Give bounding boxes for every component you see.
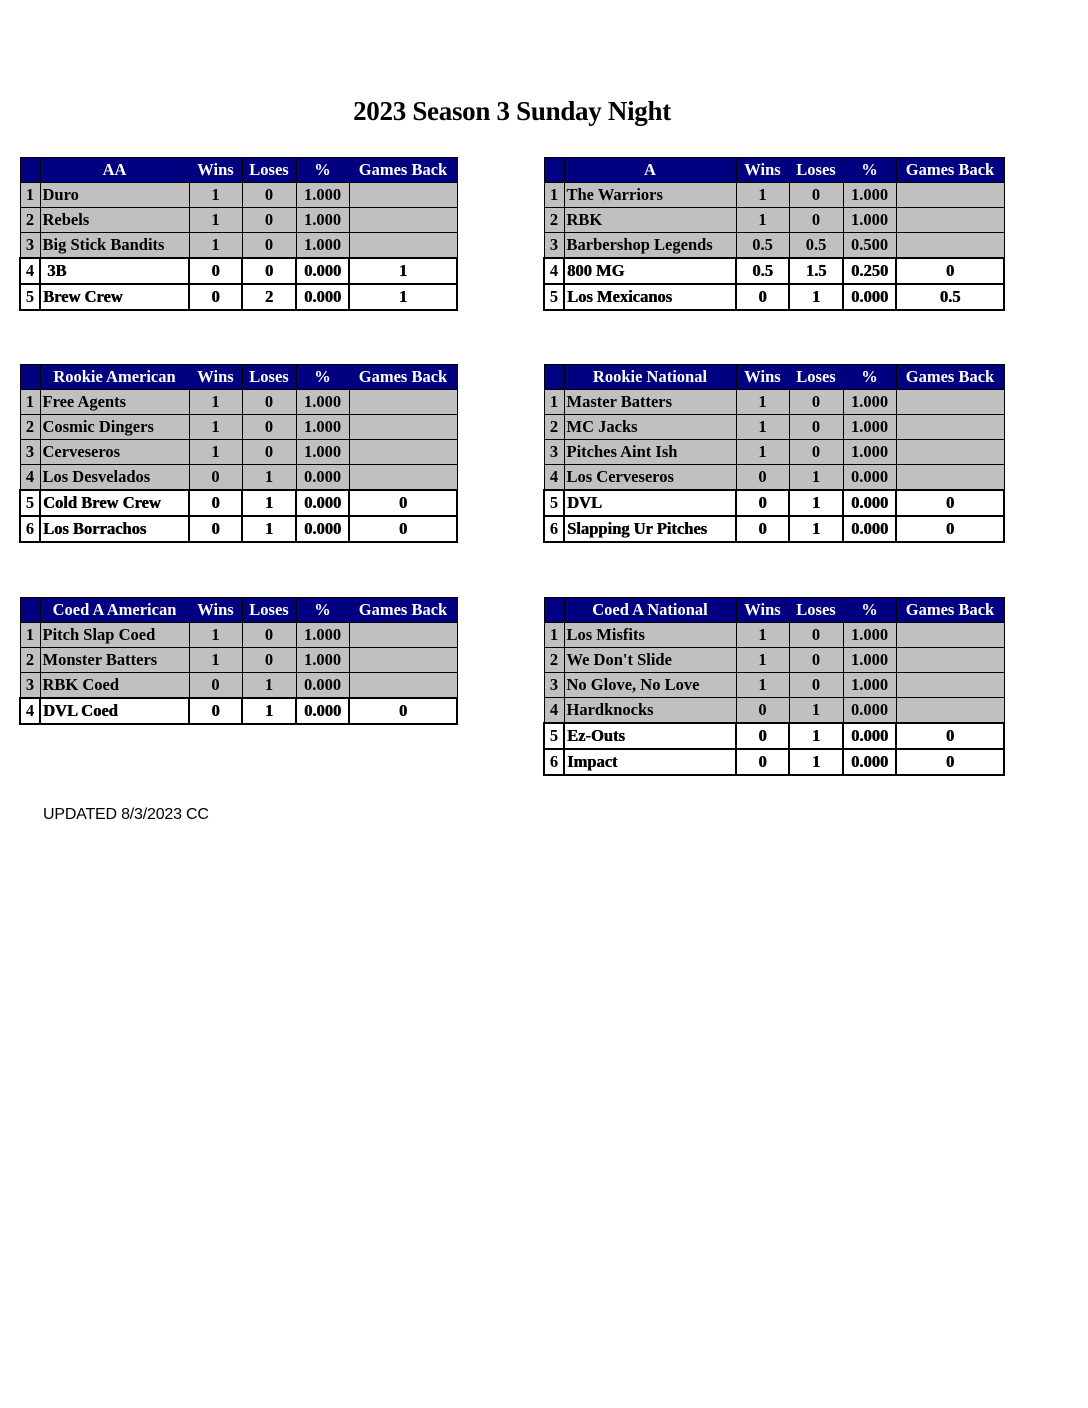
wins-cell: 1 — [189, 415, 242, 440]
table-row — [20, 698, 457, 724]
loses-cell: 0 — [789, 415, 843, 440]
loses-cell: 2 — [242, 284, 296, 310]
rank-header — [20, 158, 40, 183]
table-header — [20, 158, 457, 183]
loses-cell: 0 — [242, 390, 296, 415]
team-name: RBK — [564, 208, 736, 233]
loses-cell: 1 — [789, 698, 843, 724]
pct-header: % — [843, 158, 896, 183]
loses-cell: 1 — [789, 465, 843, 491]
division-name: Rookie American — [40, 365, 189, 390]
table-row — [20, 623, 457, 648]
rank-header — [544, 158, 564, 183]
games-back-cell — [349, 390, 457, 415]
rank-header — [20, 365, 40, 390]
rank-cell: 3 — [544, 440, 564, 465]
rank-cell: 1 — [20, 623, 40, 648]
pct-header: % — [296, 365, 349, 390]
loses-header: Loses — [242, 158, 296, 183]
loses-cell: 0 — [242, 623, 296, 648]
pct-cell: 0.000 — [843, 284, 896, 310]
standings-table-rookie-national — [543, 364, 1005, 543]
games-back-cell — [349, 648, 457, 673]
table-header — [20, 365, 457, 390]
loses-cell: 1 — [242, 673, 296, 699]
standings-table-coed-a-national — [543, 597, 1005, 776]
pct-cell: 1.000 — [843, 673, 896, 698]
loses-cell: 0 — [242, 440, 296, 465]
wins-cell: 1 — [736, 390, 789, 415]
table-row — [544, 698, 1004, 724]
table-row — [544, 258, 1004, 284]
pct-cell: 1.000 — [843, 208, 896, 233]
games-back-cell — [349, 415, 457, 440]
page-title: 2023 Season 3 Sunday Night — [353, 96, 671, 126]
wins-cell: 0 — [189, 258, 242, 284]
team-name: Pitches Aint Ish — [564, 440, 736, 465]
wins-cell: 1 — [189, 233, 242, 259]
pct-cell: 0.000 — [296, 284, 349, 310]
team-name: Duro — [40, 183, 189, 208]
loses-cell: 0 — [789, 208, 843, 233]
division-name: AA — [40, 158, 189, 183]
wins-cell: 0 — [189, 698, 242, 724]
division-name: A — [564, 158, 736, 183]
wins-cell: 0 — [189, 284, 242, 310]
loses-cell: 0 — [789, 390, 843, 415]
rank-cell: 6 — [544, 749, 564, 775]
pct-cell: 0.000 — [296, 490, 349, 516]
games-back-cell — [896, 623, 1004, 648]
team-name: Hardknocks — [564, 698, 736, 724]
wins-header: Wins — [736, 365, 789, 390]
table-row — [544, 673, 1004, 698]
table-header — [544, 365, 1004, 390]
wins-header: Wins — [736, 598, 789, 623]
table-row — [544, 415, 1004, 440]
table-row — [20, 673, 457, 699]
loses-cell: 1 — [789, 284, 843, 310]
games-back-header: Games Back — [349, 598, 457, 623]
games-back-cell: 0 — [349, 516, 457, 542]
games-back-cell: 1 — [349, 258, 457, 284]
team-name: We Don't Slide — [564, 648, 736, 673]
games-back-cell — [896, 673, 1004, 698]
team-name: Big Stick Bandits — [40, 233, 189, 259]
games-back-cell — [896, 440, 1004, 465]
wins-cell: 1 — [736, 673, 789, 698]
updated-note: UPDATED 8/3/2023 CC — [43, 806, 209, 823]
rank-cell: 1 — [544, 623, 564, 648]
team-name: Cosmic Dingers — [40, 415, 189, 440]
games-back-cell: 0 — [896, 749, 1004, 775]
pct-cell: 1.000 — [843, 390, 896, 415]
rank-cell: 3 — [544, 673, 564, 698]
rank-cell: 4 — [544, 465, 564, 491]
rank-cell: 5 — [20, 490, 40, 516]
wins-cell: 1 — [736, 440, 789, 465]
team-name: Monster Batters — [40, 648, 189, 673]
games-back-cell — [896, 415, 1004, 440]
wins-cell: 0.5 — [736, 233, 789, 259]
games-back-cell: 0 — [349, 698, 457, 724]
table-row — [544, 183, 1004, 208]
pct-cell: 0.000 — [843, 698, 896, 724]
games-back-cell — [896, 183, 1004, 208]
pct-cell: 0.000 — [843, 490, 896, 516]
loses-cell: 0 — [242, 233, 296, 259]
games-back-cell — [896, 233, 1004, 259]
team-name: Los Cerveseros — [564, 465, 736, 491]
table-row — [544, 390, 1004, 415]
table-header — [544, 158, 1004, 183]
pct-cell: 0.000 — [296, 465, 349, 491]
rank-header — [544, 598, 564, 623]
team-name: Impact — [564, 749, 736, 775]
table-row — [544, 208, 1004, 233]
table-row — [20, 415, 457, 440]
team-name: Slapping Ur Pitches — [564, 516, 736, 542]
pct-cell: 1.000 — [296, 183, 349, 208]
games-back-header: Games Back — [896, 365, 1004, 390]
rank-cell: 2 — [544, 208, 564, 233]
loses-cell: 0 — [789, 648, 843, 673]
standings-table-a — [543, 157, 1005, 311]
games-back-cell — [896, 390, 1004, 415]
pct-header: % — [843, 598, 896, 623]
games-back-cell — [349, 465, 457, 491]
division-name: Rookie National — [564, 365, 736, 390]
wins-cell: 1 — [189, 390, 242, 415]
pct-cell: 0.000 — [296, 698, 349, 724]
table-row — [20, 516, 457, 542]
loses-cell: 1 — [242, 465, 296, 491]
pct-cell: 1.000 — [296, 623, 349, 648]
team-name: No Glove, No Love — [564, 673, 736, 698]
rank-cell: 3 — [20, 233, 40, 259]
games-back-cell — [896, 208, 1004, 233]
team-name: Pitch Slap Coed — [40, 623, 189, 648]
games-back-cell — [349, 233, 457, 259]
pct-cell: 1.000 — [843, 415, 896, 440]
table-row — [20, 208, 457, 233]
pct-cell: 1.000 — [843, 623, 896, 648]
table-row — [20, 183, 457, 208]
rank-header — [20, 598, 40, 623]
games-back-cell: 0 — [896, 723, 1004, 749]
rank-header — [544, 365, 564, 390]
loses-header: Loses — [242, 598, 296, 623]
rank-cell: 3 — [20, 440, 40, 465]
pct-header: % — [296, 158, 349, 183]
loses-cell: 0 — [242, 208, 296, 233]
rank-cell: 2 — [20, 415, 40, 440]
pct-cell: 0.000 — [296, 673, 349, 699]
games-back-header: Games Back — [349, 158, 457, 183]
loses-cell: 0 — [242, 415, 296, 440]
rank-cell: 5 — [544, 490, 564, 516]
wins-cell: 0 — [736, 698, 789, 724]
team-name: Free Agents — [40, 390, 189, 415]
team-name: RBK Coed — [40, 673, 189, 699]
table-row — [544, 516, 1004, 542]
team-name: MC Jacks — [564, 415, 736, 440]
pct-cell: 0.000 — [843, 465, 896, 491]
team-name: Cerveseros — [40, 440, 189, 465]
games-back-header: Games Back — [896, 598, 1004, 623]
wins-cell: 1 — [736, 183, 789, 208]
table-row — [544, 749, 1004, 775]
team-name: DVL — [564, 490, 736, 516]
wins-header: Wins — [189, 365, 242, 390]
rank-cell: 1 — [20, 390, 40, 415]
games-back-cell — [896, 465, 1004, 491]
pct-cell: 1.000 — [843, 648, 896, 673]
team-name: Los Misfits — [564, 623, 736, 648]
games-back-cell: 0 — [896, 516, 1004, 542]
rank-cell: 3 — [544, 233, 564, 259]
pct-cell: 1.000 — [843, 440, 896, 465]
games-back-header: Games Back — [896, 158, 1004, 183]
pct-cell: 1.000 — [296, 415, 349, 440]
wins-cell: 0 — [189, 516, 242, 542]
rank-cell: 6 — [544, 516, 564, 542]
table-row — [20, 258, 457, 284]
wins-cell: 0 — [189, 490, 242, 516]
table-row — [20, 390, 457, 415]
wins-cell: 0 — [736, 490, 789, 516]
wins-cell: 0 — [736, 465, 789, 491]
team-name: 800 MG — [564, 258, 736, 284]
standings-table-coed-a-american — [19, 597, 458, 725]
team-name: DVL Coed — [40, 698, 189, 724]
team-name: 3B — [40, 258, 189, 284]
loses-cell: 0.5 — [789, 233, 843, 259]
wins-cell: 1 — [189, 440, 242, 465]
games-back-cell: 0 — [349, 490, 457, 516]
loses-cell: 1 — [242, 698, 296, 724]
loses-cell: 1 — [789, 490, 843, 516]
wins-cell: 1 — [189, 208, 242, 233]
table-row — [544, 233, 1004, 259]
pct-cell: 0.000 — [296, 516, 349, 542]
loses-header: Loses — [789, 598, 843, 623]
rank-cell: 5 — [20, 284, 40, 310]
wins-header: Wins — [736, 158, 789, 183]
wins-cell: 0 — [189, 465, 242, 491]
pct-cell: 0.000 — [843, 749, 896, 775]
division-name: Coed A American — [40, 598, 189, 623]
pct-cell: 1.000 — [296, 440, 349, 465]
wins-cell: 1 — [189, 623, 242, 648]
rank-cell: 2 — [544, 648, 564, 673]
games-back-cell — [896, 698, 1004, 724]
pct-cell: 0.500 — [843, 233, 896, 259]
rank-cell: 6 — [20, 516, 40, 542]
table-row — [544, 284, 1004, 310]
rank-cell: 5 — [544, 723, 564, 749]
games-back-cell: 0 — [896, 258, 1004, 284]
loses-cell: 1 — [242, 490, 296, 516]
games-back-cell: 0.5 — [896, 284, 1004, 310]
wins-cell: 0 — [189, 673, 242, 699]
rank-cell: 4 — [544, 698, 564, 724]
rank-cell: 2 — [20, 208, 40, 233]
wins-header: Wins — [189, 158, 242, 183]
rank-cell: 4 — [544, 258, 564, 284]
loses-cell: 0 — [242, 183, 296, 208]
pct-cell: 0.000 — [843, 516, 896, 542]
loses-cell: 0 — [242, 258, 296, 284]
loses-header: Loses — [789, 365, 843, 390]
table-row — [544, 623, 1004, 648]
games-back-cell — [349, 440, 457, 465]
pct-cell: 1.000 — [843, 183, 896, 208]
wins-cell: 0 — [736, 516, 789, 542]
table-row — [544, 440, 1004, 465]
wins-cell: 0 — [736, 284, 789, 310]
team-name: Los Mexicanos — [564, 284, 736, 310]
rank-cell: 2 — [20, 648, 40, 673]
pct-cell: 1.000 — [296, 648, 349, 673]
wins-cell: 1 — [736, 415, 789, 440]
team-name: Los Borrachos — [40, 516, 189, 542]
loses-cell: 1.5 — [789, 258, 843, 284]
rank-cell: 3 — [20, 673, 40, 699]
games-back-cell — [349, 673, 457, 699]
loses-cell: 1 — [242, 516, 296, 542]
loses-cell: 0 — [789, 440, 843, 465]
team-name: Brew Crew — [40, 284, 189, 310]
table-row — [20, 284, 457, 310]
games-back-cell — [349, 183, 457, 208]
games-back-cell: 0 — [896, 490, 1004, 516]
pct-cell: 0.250 — [843, 258, 896, 284]
team-name: Los Desvelados — [40, 465, 189, 491]
games-back-cell: 1 — [349, 284, 457, 310]
rank-cell: 4 — [20, 465, 40, 491]
pct-header: % — [843, 365, 896, 390]
loses-header: Loses — [789, 158, 843, 183]
rank-cell: 4 — [20, 258, 40, 284]
wins-cell: 0 — [736, 723, 789, 749]
wins-cell: 1 — [736, 648, 789, 673]
division-name: Coed A National — [564, 598, 736, 623]
games-back-cell — [349, 208, 457, 233]
table-row — [20, 440, 457, 465]
pct-cell: 1.000 — [296, 233, 349, 259]
loses-cell: 0 — [242, 648, 296, 673]
pct-cell: 0.000 — [843, 723, 896, 749]
table-row — [544, 465, 1004, 491]
loses-cell: 1 — [789, 749, 843, 775]
loses-cell: 0 — [789, 183, 843, 208]
pct-header: % — [296, 598, 349, 623]
team-name: Rebels — [40, 208, 189, 233]
games-back-header: Games Back — [349, 365, 457, 390]
rank-cell: 1 — [544, 183, 564, 208]
table-row — [544, 490, 1004, 516]
wins-cell: 1 — [736, 623, 789, 648]
wins-header: Wins — [189, 598, 242, 623]
table-header — [544, 598, 1004, 623]
table-row — [20, 490, 457, 516]
games-back-cell — [896, 648, 1004, 673]
standings-table-aa — [19, 157, 458, 311]
wins-cell: 0.5 — [736, 258, 789, 284]
wins-cell: 1 — [189, 183, 242, 208]
loses-header: Loses — [242, 365, 296, 390]
table-row — [544, 723, 1004, 749]
rank-cell: 1 — [544, 390, 564, 415]
games-back-cell — [349, 623, 457, 648]
table-row — [544, 648, 1004, 673]
table-header — [20, 598, 457, 623]
loses-cell: 0 — [789, 623, 843, 648]
loses-cell: 1 — [789, 723, 843, 749]
wins-cell: 1 — [736, 208, 789, 233]
team-name: Barbershop Legends — [564, 233, 736, 259]
team-name: Cold Brew Crew — [40, 490, 189, 516]
rank-cell: 1 — [20, 183, 40, 208]
table-row — [20, 233, 457, 259]
wins-cell: 0 — [736, 749, 789, 775]
team-name: Master Batters — [564, 390, 736, 415]
rank-cell: 2 — [544, 415, 564, 440]
table-row — [20, 465, 457, 491]
pct-cell: 1.000 — [296, 390, 349, 415]
wins-cell: 1 — [189, 648, 242, 673]
loses-cell: 1 — [789, 516, 843, 542]
loses-cell: 0 — [789, 673, 843, 698]
table-row — [20, 648, 457, 673]
pct-cell: 1.000 — [296, 208, 349, 233]
pct-cell: 0.000 — [296, 258, 349, 284]
rank-cell: 5 — [544, 284, 564, 310]
rank-cell: 4 — [20, 698, 40, 724]
standings-table-rookie-american — [19, 364, 458, 543]
team-name: Ez-Outs — [564, 723, 736, 749]
team-name: The Warriors — [564, 183, 736, 208]
